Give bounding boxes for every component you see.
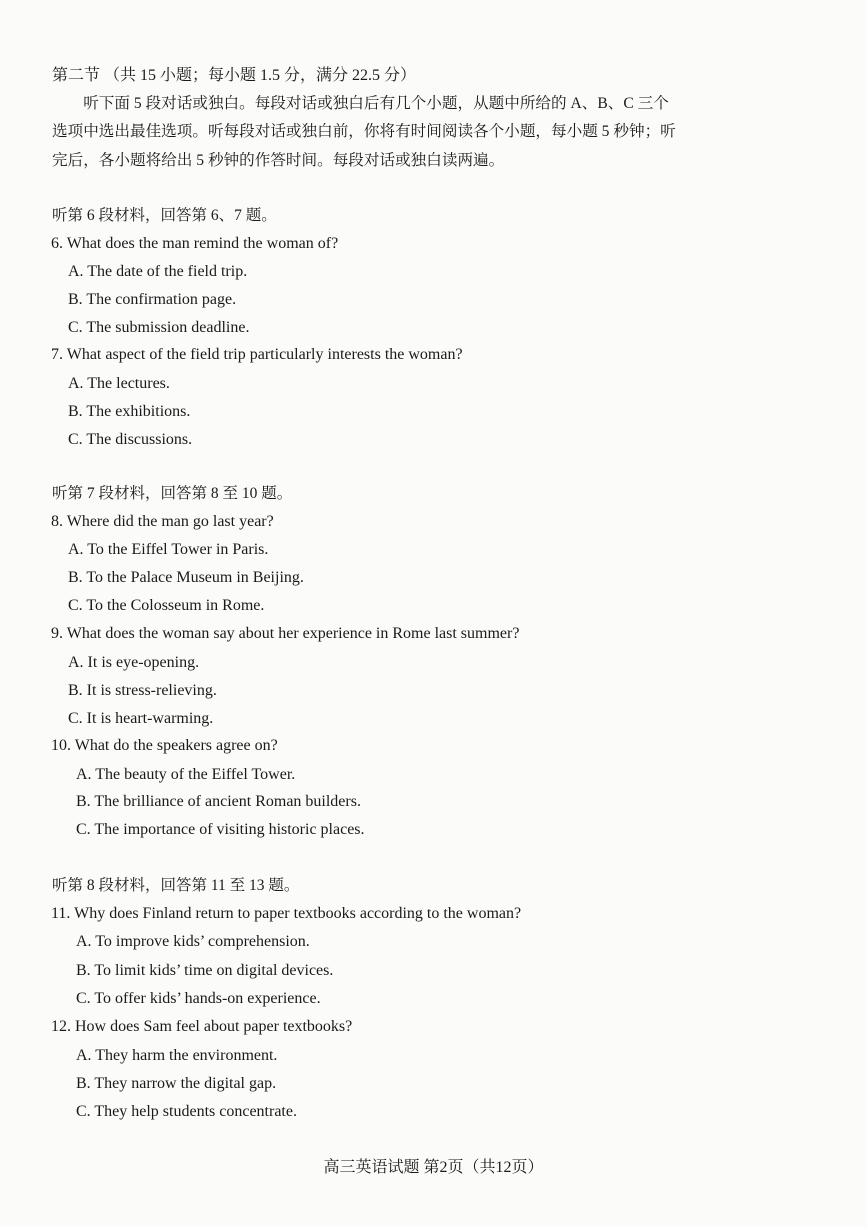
- question-10: 10. What do the speakers agree on?: [51, 737, 278, 754]
- option-8b: B. To the Palace Museum in Beijing.: [68, 569, 304, 586]
- option-6c: C. The submission deadline.: [68, 319, 250, 336]
- group-instruction: 听第 7 段材料，回答第 8 至 10 题。: [52, 485, 293, 502]
- option-10c: C. The importance of visiting historic places.: [76, 821, 365, 838]
- option-7b: B. The exhibitions.: [68, 403, 191, 420]
- intro-line: 听下面 5 段对话或独白。每段对话或独白后有几个小题，从题中所给的 A、B、C 三个: [52, 95, 669, 112]
- option-12b: B. They narrow the digital gap.: [76, 1075, 277, 1092]
- question-11: 11. Why does Finland return to paper textbooks according to the woman?: [51, 905, 522, 922]
- group-instruction: 听第 8 段材料，回答第 11 至 13 题。: [52, 877, 300, 894]
- question-7: 7. What aspect of the field trip particularly interests the woman?: [51, 346, 463, 363]
- option-9c: C. It is heart-warming.: [68, 710, 214, 727]
- intro-line: 选项中选出最佳选项。听每段对话或独白前，你将有时间阅读各个小题，每小题 5 秒钟；听: [52, 123, 676, 140]
- option-7a: A. The lectures.: [68, 375, 170, 392]
- option-6b: B. The confirmation page.: [68, 291, 237, 308]
- option-8c: C. To the Colosseum in Rome.: [68, 597, 265, 614]
- question-9: 9. What does the woman say about her experience in Rome last summer?: [51, 625, 520, 642]
- option-10b: B. The brilliance of ancient Roman builders.: [76, 793, 361, 810]
- group-instruction: 听第 6 段材料，回答第 6、7 题。: [52, 207, 277, 224]
- option-9b: B. It is stress-relieving.: [68, 682, 217, 699]
- question-12: 12. How does Sam feel about paper textbooks?: [51, 1018, 353, 1035]
- option-7c: C. The discussions.: [68, 431, 193, 448]
- option-11c: C. To offer kids’ hands-on experience.: [76, 990, 321, 1007]
- question-8: 8. Where did the man go last year?: [51, 513, 274, 530]
- option-11a: A. To improve kids’ comprehension.: [76, 933, 310, 950]
- option-11b: B. To limit kids’ time on digital devices.: [76, 962, 334, 979]
- option-10a: A. The beauty of the Eiffel Tower.: [76, 766, 296, 783]
- question-6: 6. What does the man remind the woman of?: [51, 235, 339, 252]
- option-9a: A. It is eye-opening.: [68, 654, 200, 671]
- option-12c: C. They help students concentrate.: [76, 1103, 297, 1120]
- section-title: 第二节 （共 15 小题；每小题 1.5 分，满分 22.5 分）: [52, 67, 417, 84]
- option-8a: A. To the Eiffel Tower in Paris.: [68, 541, 269, 558]
- option-12a: A. They harm the environment.: [76, 1047, 278, 1064]
- intro-line: 完后，各小题将给出 5 秒钟的作答时间。每段对话或独白读两遍。: [52, 152, 505, 169]
- page-footer: 高三英语试题 第2页（共12页）: [323, 1159, 544, 1176]
- option-6a: A. The date of the field trip.: [68, 263, 248, 280]
